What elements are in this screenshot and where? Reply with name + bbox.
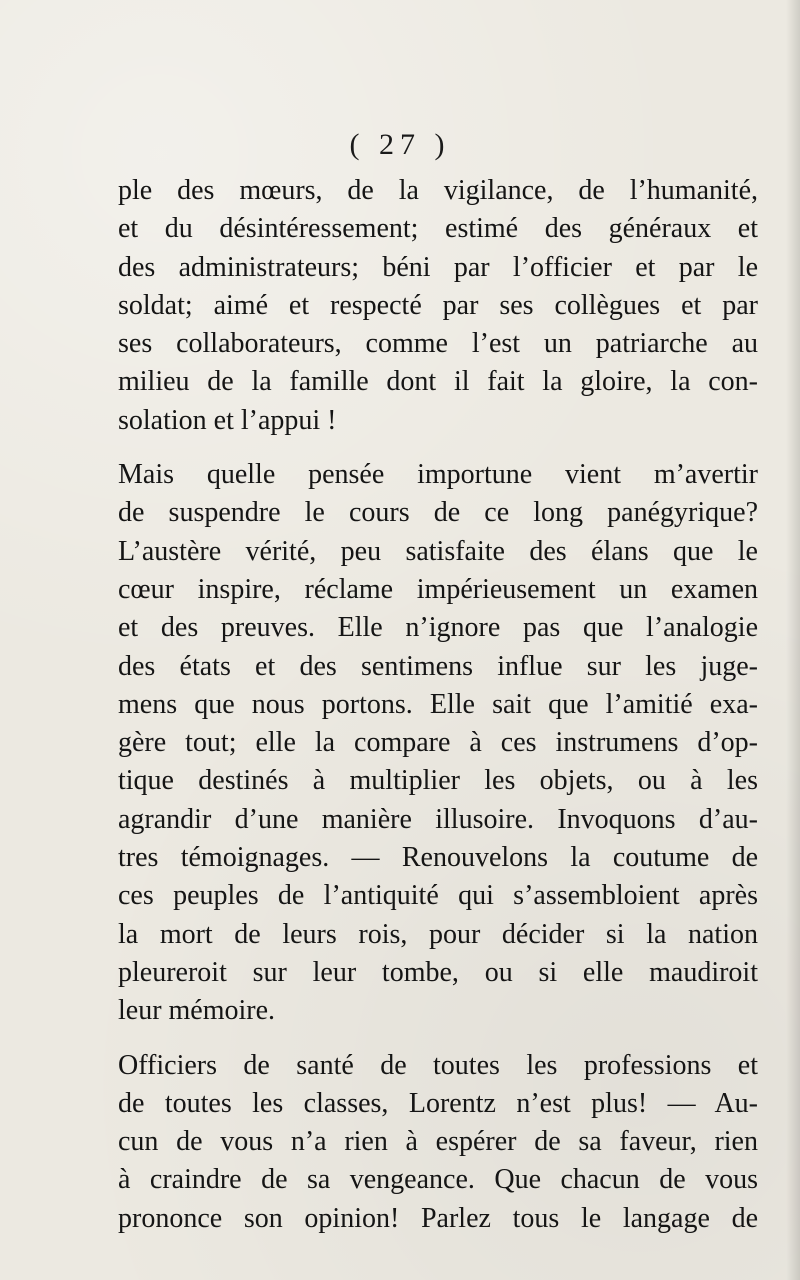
text-line: cœur inspire, réclame impérieusement un examen [118,573,758,605]
page-edge-shadow [786,0,800,1280]
text-line: à craindre de sa vengeance. Que chacun de vous [118,1164,758,1196]
text-line: L’austère vérité, peu satisfaite des élans que le [118,535,758,567]
text-line: des administrateurs; béni par l’officier et par le [118,251,758,283]
text-line: prononce son opinion! Parlez tous le langage de [118,1202,758,1234]
text-line: et du désintéressement; estimé des généraux et [118,213,758,245]
text-line: et des preuves. Elle n’ignore pas que l’analogie [118,612,758,644]
text-line: ple des mœurs, de la vigilance, de l’humanité, [118,175,758,206]
text-line: ses collaborateurs, comme l’est un patriarche au [118,328,758,360]
text-line: gère tout; elle la compare à ces instrumens d’op- [118,727,758,759]
page-number: ( 27 ) [349,128,451,161]
paragraph-gap [118,440,758,456]
text-line: pleureroit sur leur tombe, ou si elle maudiroit [118,956,758,988]
text-line: ces peuples de l’antiquité qui s’assembloient après [118,880,758,912]
text-line: Officiers de santé de toutes les professions et [118,1049,758,1081]
text-line: tres témoignages. — Renouvelons la coutume de [118,842,758,874]
text-line: cun de vous n’a rien à espérer de sa faveur, rien [118,1126,758,1158]
text-line: de suspendre le cours de ce long panégyrique? [118,497,758,529]
text-line: de toutes les classes, Lorentz n’est plus! — Au- [118,1087,758,1119]
paragraph-gap [118,1031,758,1047]
text-line: solation et l’appui ! [118,404,337,436]
text-line: leur mémoire. [118,995,276,1027]
text-line: milieu de la famille dont il fait la gloire, la con- [118,366,758,398]
text-line: la mort de leurs rois, pour décider si la nation [118,918,758,950]
body-text [118,172,758,1238]
text-line: Mais quelle pensée importune vient m’avertir [118,459,758,491]
text-line: mens que nous portons. Elle sait que l’amitié exa- [118,688,758,720]
text-line: tique destinés à multiplier les objets, ou à les [118,765,758,797]
text-line: agrandir d’une manière illusoire. Invoquons d’au- [118,803,758,835]
text-line: soldat; aimé et respecté par ses collègues et par [118,289,758,321]
text-line: des états et des sentimens influe sur les juge- [118,650,758,682]
